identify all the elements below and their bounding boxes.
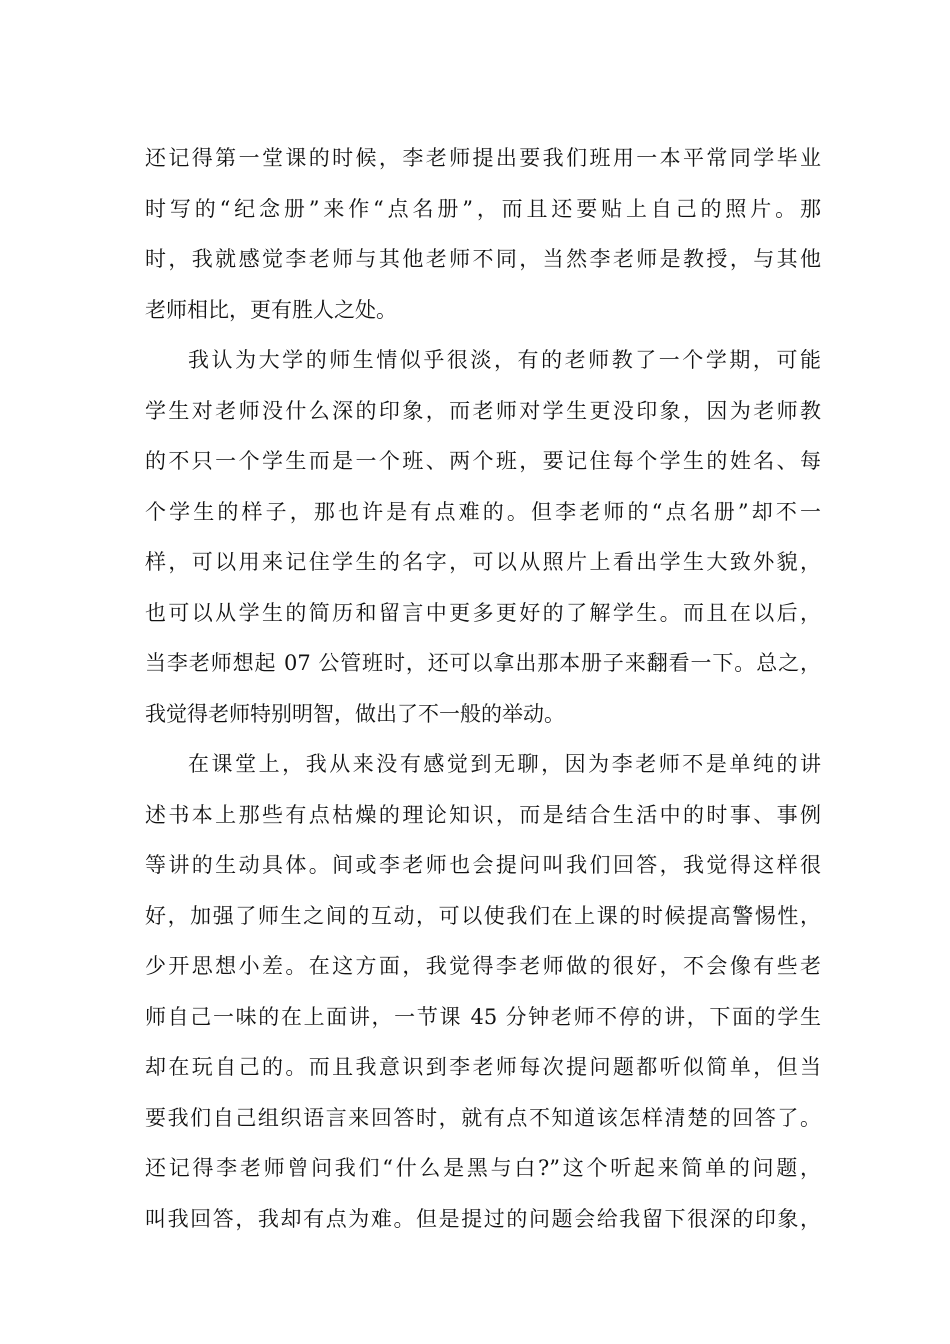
paragraph-2-line-4: 个学生的样子，那也许是有点难的。但李老师的“点名册”却不一 bbox=[145, 499, 821, 524]
paragraph-3-line-5: 少开思想小差。在这方面，我觉得李老师做的很好，不会像有些老 bbox=[145, 954, 821, 978]
paragraph-3-line-6: 师自己一味的在上面讲，一节课 45 分钟老师不停的讲，下面的学生 bbox=[145, 1004, 821, 1029]
paragraph-3-line-10: 叫我回答，我却有点为难。但是提过的问题会给我留下很深的印象， bbox=[145, 1206, 821, 1231]
paragraph-1-line-4: 老师相比，更有胜人之处。 bbox=[145, 297, 397, 322]
paragraph-3-line-7: 却在玩自己的。而且我意识到李老师每次提问题都听似简单，但当 bbox=[145, 1055, 821, 1079]
paragraph-3-line-9: 还记得李老师曾问我们“什么是黑与白?”这个听起来简单的问题， bbox=[145, 1156, 821, 1180]
paragraph-2-line-7: 当李老师想起 07 公管班时，还可以拿出那本册子来翻看一下。总之， bbox=[145, 651, 821, 675]
paragraph-2-line-6: 也可以从学生的简历和留言中更多更好的了解学生。而且在以后， bbox=[145, 600, 821, 625]
paragraph-3-line-4: 好，加强了师生之间的互动，可以使我们在上课的时候提高警惕性， bbox=[145, 903, 821, 928]
paragraph-3-line-8: 要我们自己组织语言来回答时，就有点不知道该怎样清楚的回答了。 bbox=[145, 1105, 821, 1130]
paragraph-2-line-5: 样，可以用来记住学生的名字，可以从照片上看出学生大致外貌， bbox=[145, 550, 821, 574]
paragraph-2-line-1: 我认为大学的师生情似乎很淡，有的老师教了一个学期，可能 bbox=[188, 348, 821, 372]
paragraph-1-line-3: 时，我就感觉李老师与其他老师不同，当然李老师是教授，与其他 bbox=[145, 247, 821, 271]
paragraph-3-line-3: 等讲的生动具体。间或李老师也会提问叫我们回答，我觉得这样很 bbox=[145, 853, 821, 877]
paragraph-3-line-1: 在课堂上，我从来没有感觉到无聊，因为李老师不是单纯的讲 bbox=[188, 752, 821, 776]
paragraph-2-line-8: 我觉得老师特别明智，做出了不一般的举动。 bbox=[145, 701, 565, 726]
paragraph-3-line-2: 述书本上那些有点枯燥的理论知识，而是结合生活中的时事、事例 bbox=[145, 802, 821, 827]
paragraph-1-line-2: 时写的“纪念册”来作“点名册”，而且还要贴上自己的照片。那 bbox=[145, 196, 821, 221]
paragraph-2-line-3: 的不只一个学生而是一个班、两个班，要记住每个学生的姓名、每 bbox=[145, 449, 821, 473]
paragraph-1-line-1: 还记得第一堂课的时候，李老师提出要我们班用一本平常同学毕业 bbox=[145, 146, 821, 170]
body-text bbox=[145, 133, 821, 1244]
paragraph-2-line-2: 学生对老师没什么深的印象，而老师对学生更没印象，因为老师教 bbox=[145, 398, 821, 423]
